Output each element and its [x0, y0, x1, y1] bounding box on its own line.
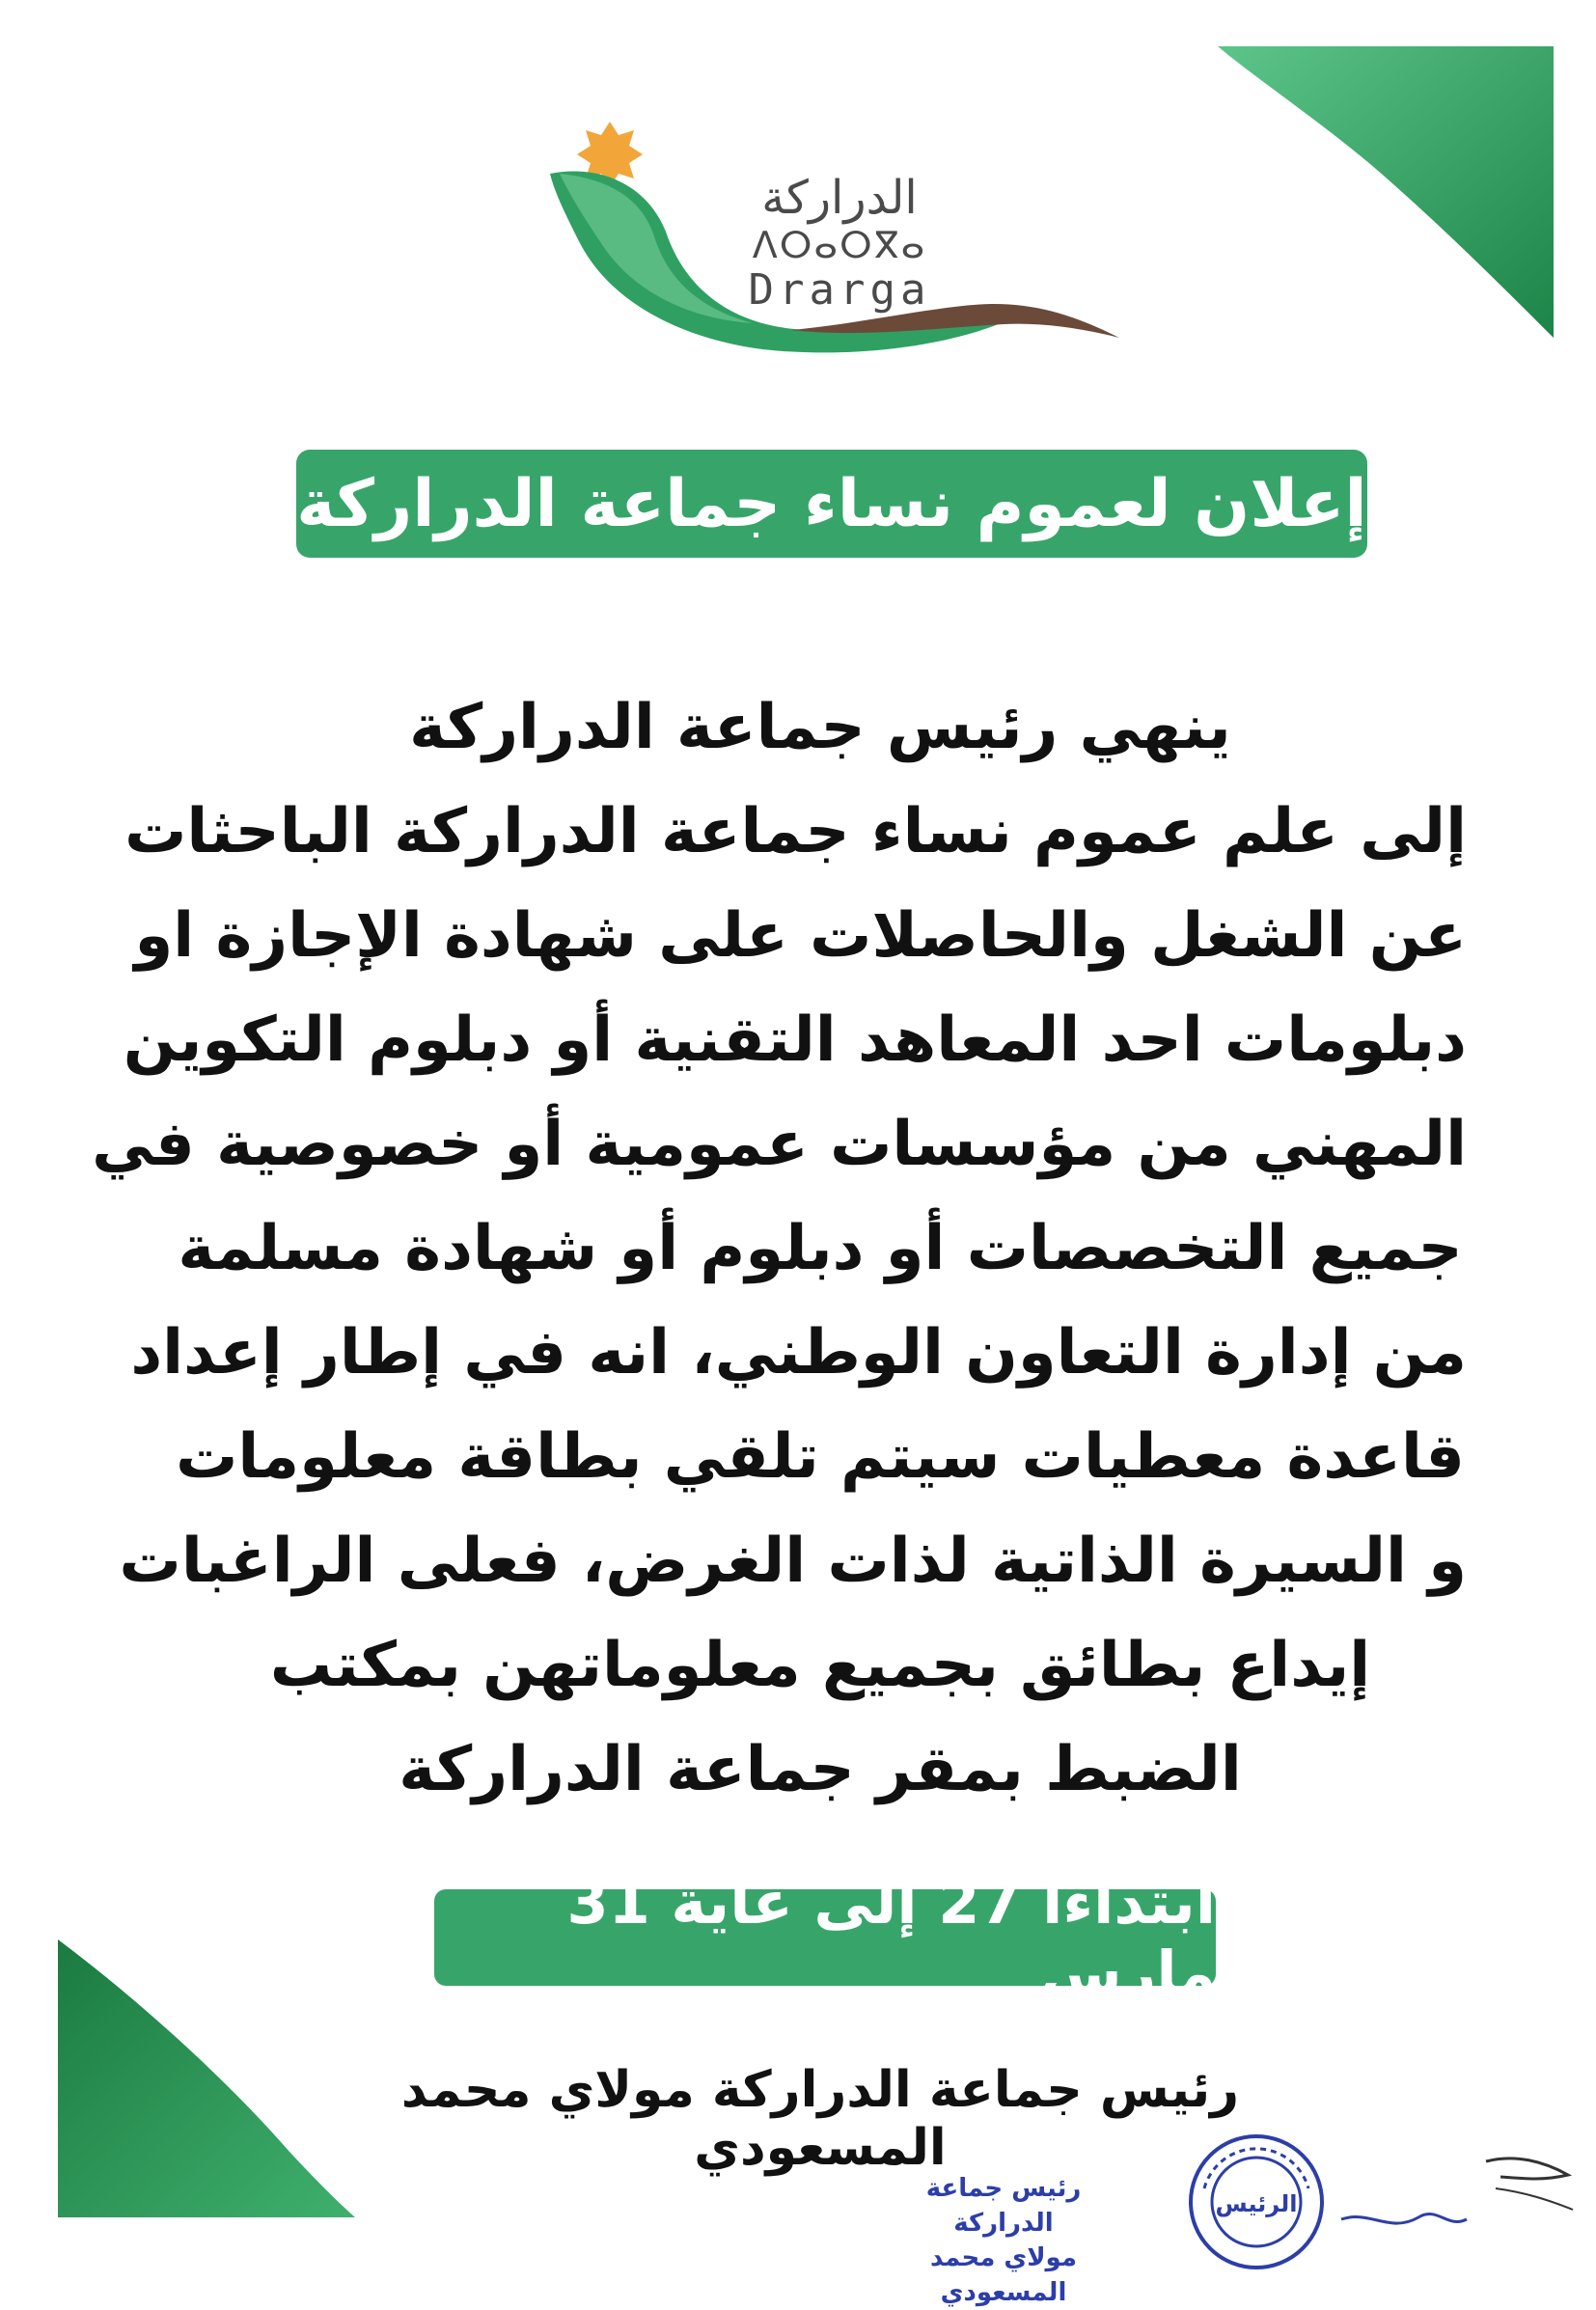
official-seal-icon [1185, 2131, 1328, 2273]
announcement-title: إعلان لعموم نساء جماعة الدراركة [296, 465, 1367, 542]
body-line: الضبط بمقر جماعة الدراركة [399, 1734, 1242, 1805]
announcement-body [92, 675, 1467, 1822]
body-line: المهني من مؤسسات عمومية أو خصوصية في [92, 1109, 1467, 1180]
announcement-title-banner [296, 450, 1367, 558]
signature-line: رئيس جماعة الدراركة مولاي محمد المسعودي [400, 2061, 1240, 2177]
stamp-title: رئيس جماعة الدراركة [925, 2174, 1082, 2238]
body-line: من إدارة التعاون الوطني، انه في إطار إعداد [130, 1317, 1467, 1389]
body-line: قاعدة معطيات سيتم تلقي بطاقة معلومات [176, 1421, 1465, 1493]
logo-arabic-text: الدراركة [761, 171, 918, 225]
body-line: دبلومات احد المعاهد التقنية أو دبلوم التكوين [123, 1004, 1467, 1076]
logo-latin-text: Drarga [748, 265, 931, 315]
body-line: إلى علم عموم نساء جماعة الدراركة الباحثات [124, 796, 1467, 867]
logo-wordmark [733, 172, 946, 315]
date-range-text: ابتداءا 27 إلى غاية 31 مارس [566, 1867, 1216, 2008]
handwritten-signature-icon [1332, 2142, 1582, 2248]
seal-center-text: الرئيس [1215, 2190, 1298, 2217]
date-range-banner [434, 1867, 1216, 2008]
body-line: و السيرة الذاتية لذات الغرض، فعلى الراغبات [119, 1526, 1467, 1597]
body-line: جميع التخصصات أو دبلوم أو شهادة مسلمة [178, 1213, 1463, 1284]
stamp-text-block [878, 2171, 1129, 2310]
logo-tifinagh-text: ⴷⵔⴰⵔⴳⴰ [752, 224, 927, 266]
body-line: عن الشغل والحاصلات على شهادة الإجازة او [134, 900, 1467, 972]
stamp-name: مولاي محمد المسعودي [930, 2243, 1077, 2307]
body-line: ينهي رئيس جماعة الدراركة [409, 692, 1231, 763]
body-line: إيداع بطائق بجميع معلوماتهن بمكتب [269, 1630, 1371, 1701]
